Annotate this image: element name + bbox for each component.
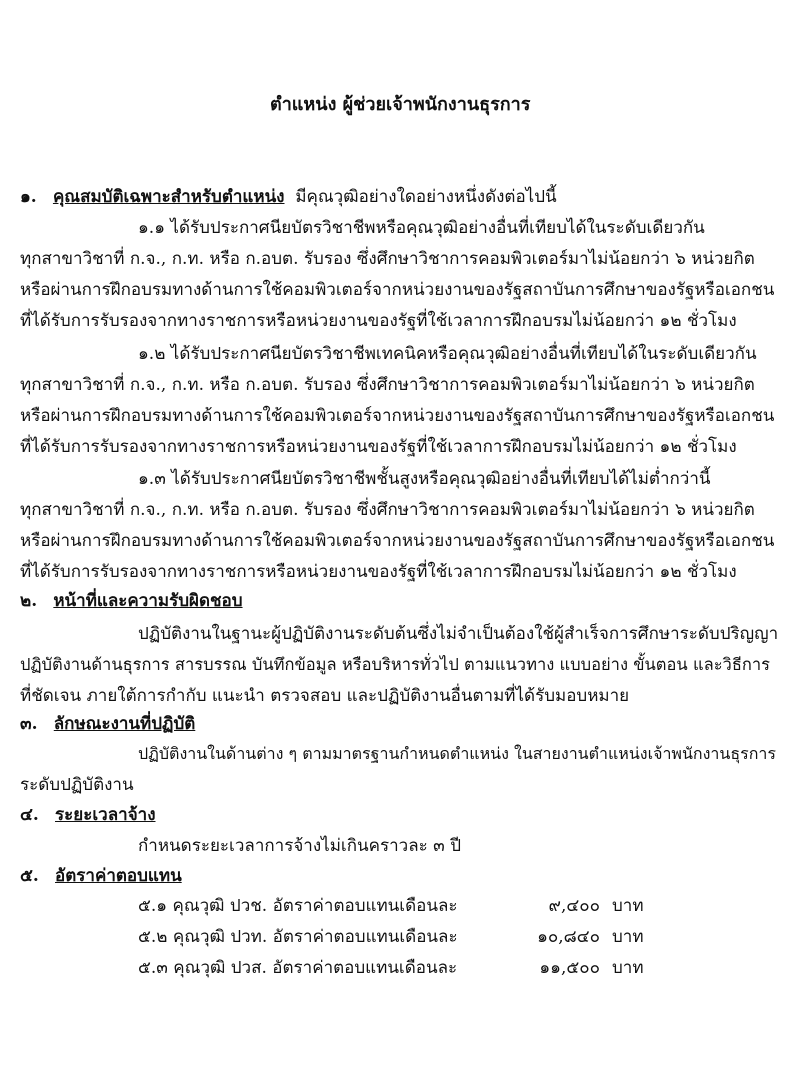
pay-row-unit: บาท <box>612 958 644 978</box>
item-1-2-line-4: ที่ได้รับการรับรองจากทางราชการหรือหน่วยงานของรัฐที่ใช้เวลาการฝึกอบรมไม่น้อยกว่า ๑๒ ชั่วโมง <box>20 437 737 457</box>
item-1-3-line-4: ที่ได้รับการรับรองจากทางราชการหรือหน่วยงานของรัฐที่ใช้เวลาการฝึกอบรมไม่น้อยกว่า ๑๒ ชั่วโมง <box>20 562 737 582</box>
pay-row-unit: บาท <box>612 927 644 947</box>
section-2-number: ๒. <box>20 591 38 611</box>
pay-row <box>0 925 800 949</box>
section-2-line-3: ที่ชัดเจน ภายใต้การกำกับ แนะนำ ตรวจสอบ และปฏิบัติงานอื่นตามที่ได้รับมอบหมาย <box>20 686 630 706</box>
section-2-line-2: ปฏิบัติงานด้านธุรการ สารบรรณ บันทึกข้อมูล หรือบริหารทั่วไป ตามแนวทาง แบบอย่าง ขั้นตอน และวิธีการ <box>20 655 771 674</box>
item-1-1-line-1: ๑.๑ ได้รับประกาศนียบัตรวิชาชีพหรือคุณวุฒิอย่างอื่นที่เทียบได้ในระดับเดียวกัน <box>138 218 705 238</box>
pay-row-amount: ๑๑,๕๐๐ <box>539 958 600 978</box>
pay-row <box>0 956 800 980</box>
section-1-number: ๑. <box>20 187 37 207</box>
section-4-heading-line <box>20 803 156 827</box>
pay-row-label: ๕.๑ คุณวุฒิ ปวช. อัตราค่าตอบแทนเดือนละ <box>138 896 458 916</box>
pay-row-label: ๕.๓ คุณวุฒิ ปวส. อัตราค่าตอบแทนเดือนละ <box>138 958 458 978</box>
section-2-line-1: ปฏิบัติงานในฐานะผู้ปฏิบัติงานระดับต้นซึ่งไม่จำเป็นต้องใช้ผู้สำเร็จการศึกษาระดับปริญญา <box>138 624 779 644</box>
item-1-1-line-2: ทุกสาขาวิชาที่ ก.จ., ก.ท. หรือ ก.อบต. รับรอง ซึ่งศึกษาวิชาการคอมพิวเตอร์มาไม่น้อยกว่า ๖ หน่วยกิต <box>20 249 755 269</box>
section-1-intro: มีคุณวุฒิอย่างใดอย่างหนึ่งดังต่อไปนี้ <box>295 187 557 207</box>
section-5-heading: อัตราค่าตอบแทน <box>55 866 182 886</box>
section-3-heading: ลักษณะงานที่ปฏิบัติ <box>53 714 196 734</box>
pay-row-unit: บาท <box>612 896 644 916</box>
section-4-number: ๔. <box>20 805 39 825</box>
page-title: ตำแหน่ง ผู้ช่วยเจ้าพนักงานธุรการ <box>270 94 531 115</box>
section-4-heading: ระยะเวลาจ้าง <box>55 805 156 825</box>
section-2-heading: หน้าที่และความรับผิดชอบ <box>53 591 243 611</box>
item-1-1-line-3: หรือผ่านการฝึกอบรมทางด้านการใช้คอมพิวเตอร์จากหน่วยงานของรัฐสถาบันการศึกษาของรัฐหรือเอกชน <box>20 280 775 300</box>
item-1-2-line-1: ๑.๒ ได้รับประกาศนียบัตรวิชาชีพเทคนิคหรือคุณวุฒิอย่างอื่นที่เทียบได้ในระดับเดียวกัน <box>138 344 757 364</box>
pay-row-label: ๕.๒ คุณวุฒิ ปวท. อัตราค่าตอบแทนเดือนละ <box>138 927 458 947</box>
section-1-heading-line <box>20 185 557 209</box>
item-1-2-line-3: หรือผ่านการฝึกอบรมทางด้านการใช้คอมพิวเตอร์จากหน่วยงานของรัฐสถาบันการศึกษาของรัฐหรือเอกชน <box>20 406 775 426</box>
pay-row-amount: ๙,๔๐๐ <box>548 896 600 916</box>
item-1-3-line-2: ทุกสาขาวิชาที่ ก.จ., ก.ท. หรือ ก.อบต. รับรอง ซึ่งศึกษาวิชาการคอมพิวเตอร์มาไม่น้อยกว่า ๖ หน่วยกิต <box>20 500 755 520</box>
section-3-line-1: ปฏิบัติงานในด้านต่าง ๆ ตามมาตรฐานกำหนดตำแหน่ง ในสายงานตำแหน่งเจ้าพนักงานธุรการ <box>138 744 776 763</box>
item-1-2-line-2: ทุกสาขาวิชาที่ ก.จ., ก.ท. หรือ ก.อบต. รับรอง ซึ่งศึกษาวิชาการคอมพิวเตอร์มาไม่น้อยกว่า ๖ หน่วยกิต <box>20 375 755 395</box>
item-1-3-line-3: หรือผ่านการฝึกอบรมทางด้านการใช้คอมพิวเตอร์จากหน่วยงานของรัฐสถาบันการศึกษาของรัฐหรือเอกชน <box>20 531 775 551</box>
section-3-line-2: ระดับปฏิบัติงาน <box>20 775 134 795</box>
section-5-heading-line <box>20 864 182 888</box>
pay-row-amount: ๑๐,๘๔๐ <box>537 927 600 947</box>
item-1-3-line-1: ๑.๓ ได้รับประกาศนียบัตรวิชาชีพชั้นสูงหรือคุณวุฒิอย่างอื่นที่เทียบได้ไม่ต่ำกว่านี้ <box>138 469 711 489</box>
section-3-heading-line <box>20 712 195 736</box>
section-4-line-1: กำหนดระยะเวลาการจ้างไม่เกินคราวละ ๓ ปี <box>138 836 461 856</box>
section-1-heading: คุณสมบัติเฉพาะสำหรับตำแหน่ง <box>52 187 285 207</box>
pay-row <box>0 894 800 918</box>
item-1-1-line-4: ที่ได้รับการรับรองจากทางราชการหรือหน่วยงานของรัฐที่ใช้เวลาการฝึกอบรมไม่น้อยกว่า ๑๒ ชั่วโมง <box>20 311 737 331</box>
section-3-number: ๓. <box>20 714 38 734</box>
section-5-number: ๕. <box>20 866 39 886</box>
section-2-heading-line <box>20 589 243 613</box>
